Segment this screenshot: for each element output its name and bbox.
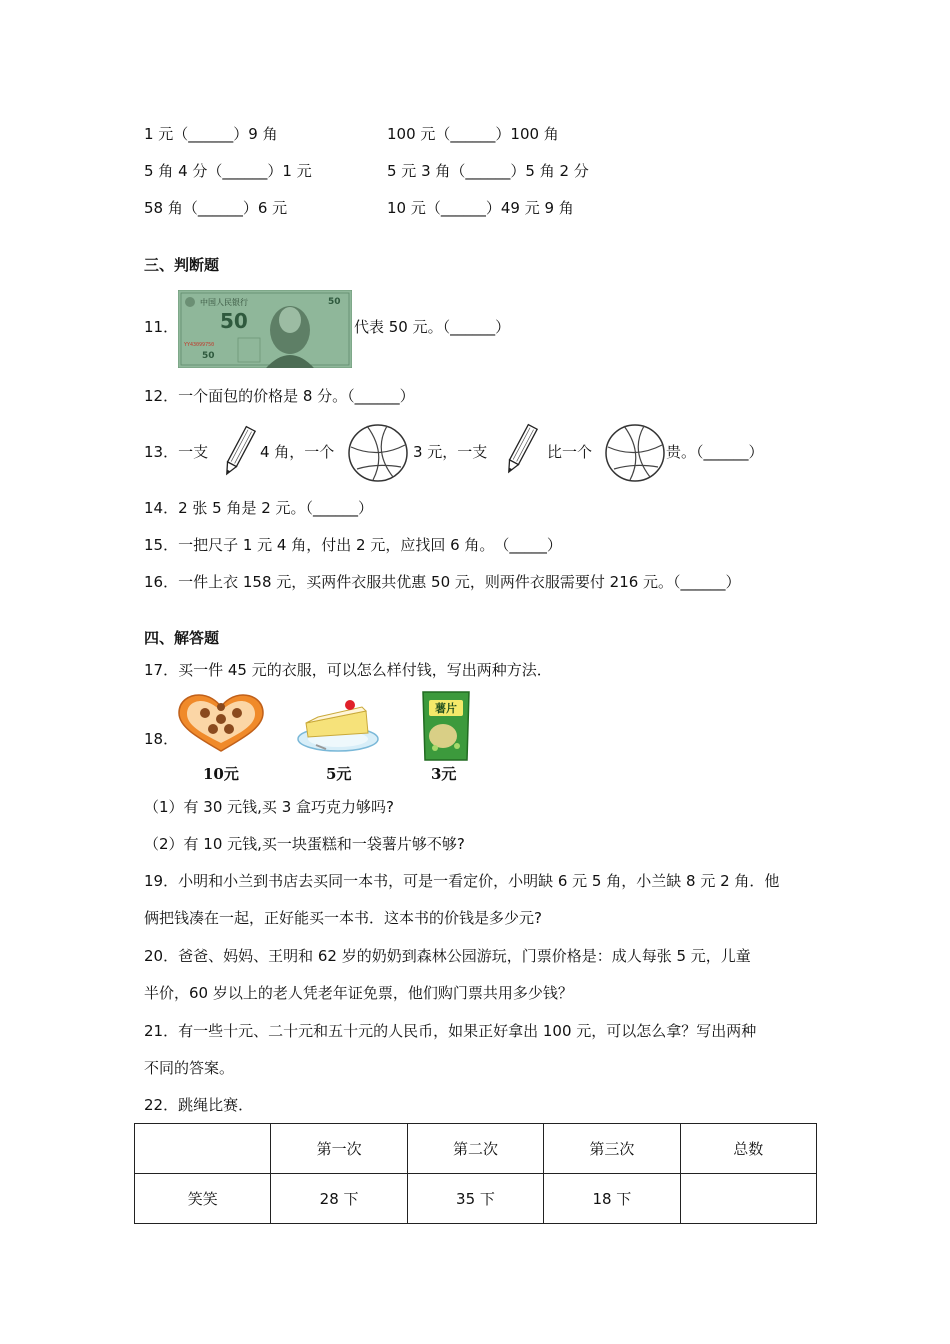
section3-title: 三、判断题 — [144, 256, 220, 274]
compare-right-3: 10 元（______）49 元 9 角 — [387, 199, 574, 217]
q22-title: 22．跳绳比赛． — [144, 1096, 254, 1114]
table-header-cell — [135, 1124, 271, 1174]
table-row — [135, 1174, 817, 1224]
compare-left-1: 1 元（______）9 角 — [144, 125, 278, 143]
q18-sub2: （2）有 10 元钱,买一块蛋糕和一袋薯片够不够? — [144, 835, 465, 853]
pencil-icon — [503, 420, 539, 478]
table-header-cell: 总数 — [680, 1124, 816, 1174]
chocolate-box-image — [177, 693, 265, 753]
banknote-value-large: 50 — [220, 309, 248, 333]
q21-line2: 不同的答案。 — [144, 1059, 235, 1077]
q13-part4: 贵。（______） — [666, 443, 764, 461]
jump-rope-table — [134, 1123, 817, 1224]
banknote-serial: YY43099750 — [184, 342, 215, 348]
q13-part2: 3 元，一支 — [413, 443, 488, 461]
compare-right-2: 5 元 3 角（______）5 角 2 分 — [387, 162, 589, 180]
q13-number: 13．一支 — [144, 443, 209, 461]
q11-number: 11． — [144, 318, 179, 336]
table-cell: 28 下 — [271, 1174, 407, 1224]
compare-right-1: 100 元（______）100 角 — [387, 125, 559, 143]
basketball-icon — [604, 423, 666, 483]
q17-text: 17．买一件 45 元的衣服，可以怎么样付钱，写出两种方法． — [144, 661, 552, 679]
table-header-cell: 第二次 — [407, 1124, 543, 1174]
pencil-icon — [221, 422, 257, 480]
table-header-row — [135, 1124, 817, 1174]
q11-text: 代表 50 元。（______） — [354, 318, 511, 336]
table-cell-total[interactable] — [680, 1174, 816, 1224]
banknote-50-image — [178, 290, 352, 368]
chips-label: 薯片 — [435, 702, 457, 715]
compare-left-3: 58 角（______）6 元 — [144, 199, 288, 217]
compare-left-2: 5 角 4 分（______）1 元 — [144, 162, 312, 180]
chips-bag-image — [419, 690, 473, 762]
section4-title: 四、解答题 — [144, 629, 220, 647]
table-cell: 18 下 — [544, 1174, 680, 1224]
banknote-text: 中国人民银行 — [200, 298, 248, 307]
q12-text: 12．一个面包的价格是 8 分。（______） — [144, 387, 415, 405]
q14-text: 14．2 张 5 角是 2 元。（______） — [144, 499, 374, 517]
cake-image — [296, 697, 380, 753]
table-cell-name: 笑笑 — [135, 1174, 271, 1224]
banknote-value-small: 50 — [202, 351, 215, 361]
q19-line1: 19．小明和小兰到书店去买同一本书，可是一看定价，小明缺 6 元 5 角，小兰缺 8 元 2 角．他 — [144, 872, 780, 890]
basketball-icon — [347, 423, 409, 483]
q21-line1: 21．有一些十元、二十元和五十元的人民币，如果正好拿出 100 元，可以怎么拿？写出两种 — [144, 1022, 757, 1040]
table-cell: 35 下 — [407, 1174, 543, 1224]
q18-number: 18． — [144, 730, 179, 748]
q13-part3: 比一个 — [547, 443, 593, 461]
q20-line1: 20．爸爸、妈妈、王明和 62 岁的奶奶到森林公园游玩，门票价格是：成人每张 5 元，儿童 — [144, 947, 751, 965]
q18-sub1: （1）有 30 元钱,买 3 盒巧克力够吗? — [144, 798, 394, 816]
chips-price: 3元 — [431, 765, 457, 783]
q19-line2: 俩把钱凑在一起，正好能买一本书．这本书的价钱是多少元? — [144, 909, 542, 927]
cake-price: 5元 — [326, 765, 352, 783]
q15-text: 15．一把尺子 1 元 4 角，付出 2 元，应找回 6 角。 （_____） — [144, 536, 562, 554]
chocolate-price: 10元 — [203, 765, 239, 783]
q13-part1: 4 角，一个 — [260, 443, 335, 461]
table-header-cell: 第三次 — [544, 1124, 680, 1174]
table-header-cell: 第一次 — [271, 1124, 407, 1174]
banknote-value-corner: 50 — [328, 297, 341, 307]
q16-text: 16．一件上衣 158 元，买两件衣服共优惠 50 元，则两件衣服需要付 216 元。（______） — [144, 573, 741, 591]
q20-line2: 半价，60 岁以上的老人凭老年证免票，他们购门票共用多少钱？ — [144, 984, 573, 1002]
